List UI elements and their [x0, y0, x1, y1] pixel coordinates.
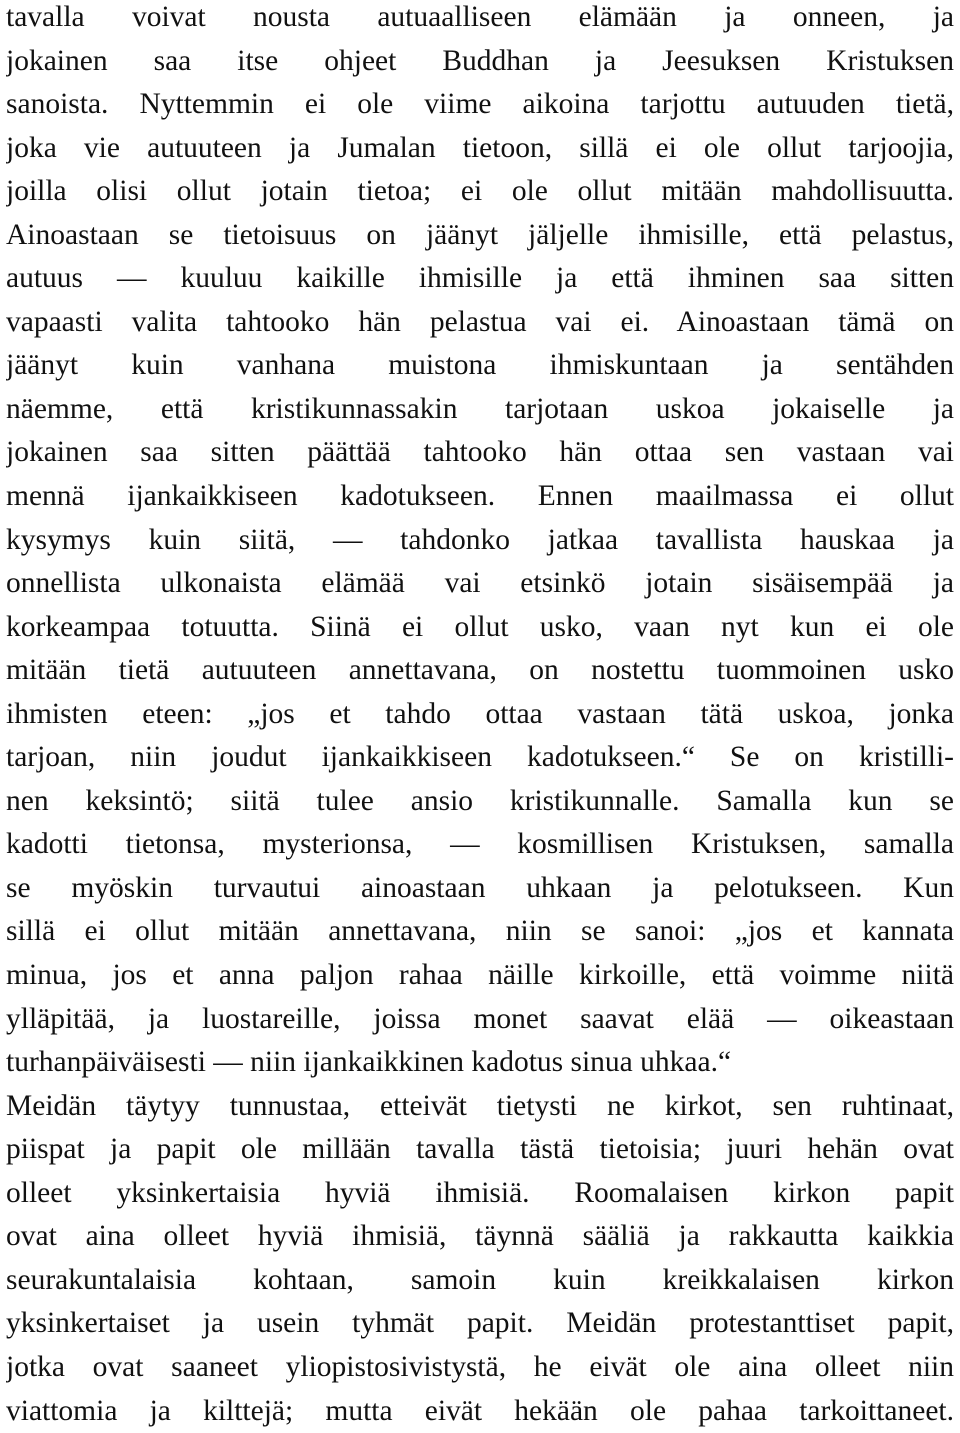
- text-line: sillä ei ollut mitään annettavana, niin se sanoi: „jos et kannata: [6, 910, 954, 954]
- text-line: jäänyt kuin vanhana muistona ihmiskuntaan ja sentähden: [6, 344, 954, 388]
- text-line: se myöskin turvautui ainoastaan uhkaan ja pelotukseen. Kun: [6, 867, 954, 911]
- text-line: vapaasti valita tahtooko hän pelastua vai ei. Ainoastaan tämä on: [6, 301, 954, 345]
- text-line: joka vie autuuteen ja Jumalan tietoon, sillä ei ole ollut tarjoojia,: [6, 127, 954, 171]
- text-line: olleet yksinkertaisia hyviä ihmisiä. Roomalaisen kirkon papit: [6, 1172, 954, 1216]
- text-line: Ainoastaan se tietoisuus on jäänyt jäljelle ihmisille, että pelastus,: [6, 214, 954, 258]
- text-line: tarjoan, niin joudut ijankaikkiseen kadotukseen.“ Se on kristilli-: [6, 736, 954, 780]
- text-line: jotka ovat saaneet yliopistosivistystä, he eivät ole aina olleet niin: [6, 1346, 954, 1390]
- text-line: ihmisten eteen: „jos et tahdo ottaa vastaan tätä uskoa, jonka: [6, 693, 954, 737]
- text-line: viattomia ja kilttejä; mutta eivät hekään ole pahaa tarkoittaneet.: [6, 1390, 954, 1433]
- text-line: ovat aina olleet hyviä ihmisiä, täynnä sääliä ja rakkautta kaikkia: [6, 1215, 954, 1259]
- text-line: joilla olisi ollut jotain tietoa; ei ole ollut mitään mahdollisuutta.: [6, 170, 954, 214]
- text-line: tavalla voivat nousta autuaalliseen elämään ja onneen, ja: [6, 0, 954, 40]
- text-line: sanoista. Nyttemmin ei ole viime aikoina tarjottu autuuden tietä,: [6, 83, 954, 127]
- text-line: Meidän täytyy tunnustaa, etteivät tietysti ne kirkot, sen ruhtinaat,: [6, 1085, 954, 1129]
- text-line: minua, jos et anna paljon rahaa näille kirkoille, että voimme niitä: [6, 954, 954, 998]
- text-line: jokainen saa itse ohjeet Buddhan ja Jeesuksen Kristuksen: [6, 40, 954, 84]
- text-line: jokainen saa sitten päättää tahtooko hän ottaa sen vastaan vai: [6, 431, 954, 475]
- text-line: autuus — kuuluu kaikille ihmisille ja että ihminen saa sitten: [6, 257, 954, 301]
- text-line: näemme, että kristikunnassakin tarjotaan uskoa jokaiselle ja: [6, 388, 954, 432]
- text-line: ylläpitää, ja luostareille, joissa monet saavat elää — oikeastaan: [6, 998, 954, 1042]
- text-line: piispat ja papit ole millään tavalla tästä tietoisia; juuri hehän ovat: [6, 1128, 954, 1172]
- text-line: kadotti tietonsa, mysterionsa, — kosmillisen Kristuksen, samalla: [6, 823, 954, 867]
- text-line: mitään tietä autuuteen annettavana, on nostettu tuommoinen usko: [6, 649, 954, 693]
- text-line: kysymys kuin siitä, — tahdonko jatkaa tavallista hauskaa ja: [6, 519, 954, 563]
- text-line: yksinkertaiset ja usein tyhmät papit. Meidän protestanttiset papit,: [6, 1302, 954, 1346]
- text-line: onnellista ulkonaista elämää vai etsinkö jotain sisäisempää ja: [6, 562, 954, 606]
- text-line: mennä ijankaikkiseen kadotukseen. Ennen maailmassa ei ollut: [6, 475, 954, 519]
- text-line: nen keksintö; siitä tulee ansio kristikunnalle. Samalla kun se: [6, 780, 954, 824]
- body-text: [6, 0, 954, 1433]
- text-line: korkeampaa totuutta. Siinä ei ollut usko, vaan nyt kun ei ole: [6, 606, 954, 650]
- text-line: turhanpäiväisesti — niin ijankaikkinen kadotus sinua uhkaa.“: [6, 1041, 954, 1085]
- text-line: seurakuntalaisia kohtaan, samoin kuin kreikkalaisen kirkon: [6, 1259, 954, 1303]
